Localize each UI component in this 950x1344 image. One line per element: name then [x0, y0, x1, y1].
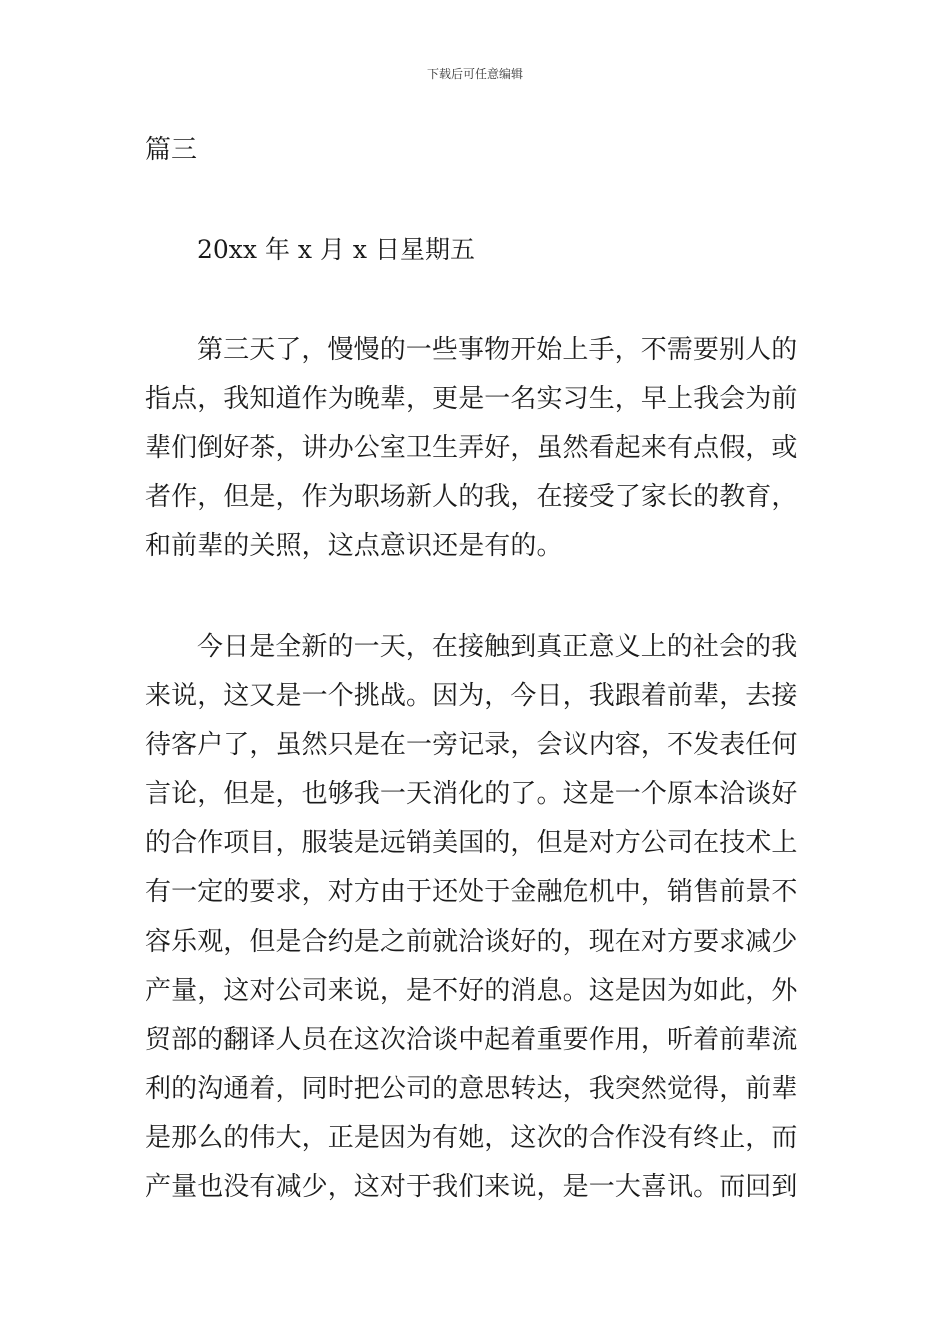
- paragraph-line: 有一定的要求，对方由于还处于金融危机中，销售前景不: [145, 877, 798, 908]
- paragraph-line: 来说，这又是一个挑战。因为，今日，我跟着前辈，去接: [145, 681, 798, 712]
- paragraph-2: [145, 630, 798, 1219]
- paragraph-line: 言论，但是，也够我一天消化的了。这是一个原本洽谈好: [145, 779, 798, 810]
- section-title: 篇三: [145, 135, 198, 165]
- paragraph-line: 的合作项目，服装是远销美国的，但是对方公司在技术上: [145, 828, 798, 859]
- paragraph-line: 利的沟通着，同时把公司的意思转达，我突然觉得，前辈: [145, 1073, 798, 1104]
- paragraph-line: 容乐观，但是合约是之前就洽谈好的，现在对方要求减少: [145, 926, 798, 957]
- paragraph-line: 待客户了，虽然只是在一旁记录，会议内容，不发表任何: [145, 730, 798, 761]
- paragraph-line: 贸部的翻译人员在这次洽谈中起着重要作用，听着前辈流: [145, 1024, 798, 1055]
- paragraph-line: 产量也没有减少，这对于我们来说，是一大喜讯。而回到: [145, 1172, 798, 1203]
- paragraph-line: 是那么的伟大，正是因为有她，这次的合作没有终止，而: [145, 1122, 798, 1153]
- paragraph-line: 产量，这对公司来说，是不好的消息。这是因为如此，外: [145, 975, 798, 1006]
- paragraph-line: 者作，但是，作为职场新人的我，在接受了家长的教育，: [145, 482, 798, 513]
- paragraph-1: [145, 333, 798, 578]
- paragraph-line: 和前辈的关照，这点意识还是有的。: [145, 531, 563, 562]
- paragraph-line: 辈们倒好茶，讲办公室卫生弄好，虽然看起来有点假，或: [145, 433, 798, 464]
- paragraph-line: 第三天了，慢慢的一些事物开始上手，不需要别人的: [197, 335, 798, 365]
- date-line: 20xx 年 x 月 x 日星期五: [197, 235, 475, 264]
- page-header: 下载后可任意编辑: [426, 67, 523, 81]
- paragraph-line: 指点，我知道作为晚辈，更是一名实习生，早上我会为前: [145, 384, 798, 415]
- paragraph-line: 今日是全新的一天，在接触到真正意义上的社会的我: [197, 632, 798, 662]
